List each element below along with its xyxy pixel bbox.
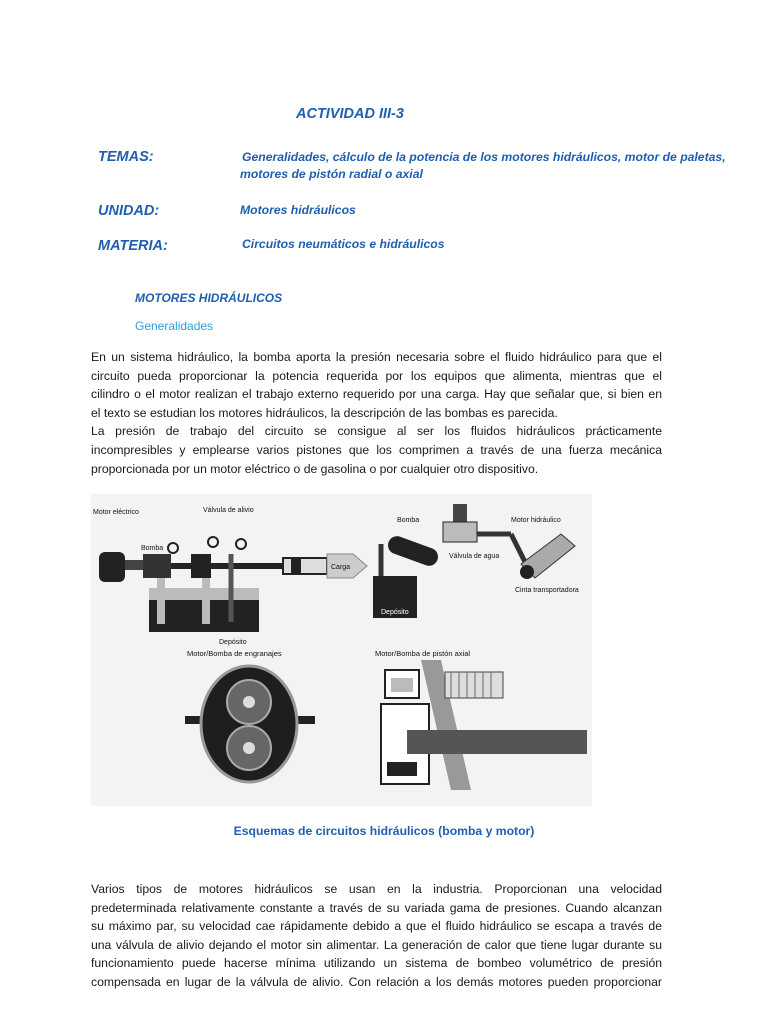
paragraph-line: circuito pueda proporcionar la potencia requerida por los equipos que alimenta, mientras que el <box>91 368 662 383</box>
paragraph-line: Varios tipos de motores hidráulicos se usan en la industria. Proporcionan una velocidad <box>91 882 662 896</box>
section-heading: MOTORES HIDRÁULICOS <box>135 291 283 305</box>
cinta-label: Cinta transportadora <box>515 587 579 594</box>
carga-label: Carga <box>331 564 351 571</box>
electric-motor-shape <box>99 552 125 582</box>
piston-title: Motor/Bomba de pistón axial <box>375 649 471 658</box>
deposito2-label: Depósito <box>381 609 409 616</box>
paragraph-line: predeterminada relativamente constante a través de su variada gama de presiones. Cuando alcanzan <box>91 900 662 915</box>
materia-value: Circuitos neumáticos e hidráulicos <box>242 237 445 251</box>
paragraph-line: proporcionada por un motor eléctrico o de gasolina o por cualquier otro dispositivo. <box>91 461 539 476</box>
section-subheading: Generalidades <box>135 319 214 333</box>
conveyor-circuit-diagram <box>373 504 579 618</box>
figure-caption: Esquemas de circuitos hidráulicos (bomba y motor) <box>233 824 535 838</box>
paragraph-line: una válvula de alivio dejando el motor sin alimentar. La generación de calor que tiene lugar durante su <box>91 937 662 952</box>
paragraph-line: funcionamiento puede hacerse mínima utilizando un sistema de bombeo volumétrico de presión <box>91 956 662 971</box>
temas-value-line1: Generalidades, cálculo de la potencia de los motores hidráulicos, motor de paletas, <box>242 150 726 164</box>
paragraph-line: su máximo par, su velocidad cae rápidamente debido a que el fluido hidráulico se escapa a través de <box>91 919 662 934</box>
temas-label: TEMAS: <box>98 149 154 165</box>
motor-electrico-label: Motor eléctrico <box>93 509 139 516</box>
paragraph-line: La presión de trabajo del circuito se consigue al ser los fluidos hidráulicos prácticamente <box>91 424 662 439</box>
valvula-alivio-label: Válvula de alivio <box>203 507 254 514</box>
hydraulic-circuits-figure <box>91 494 592 806</box>
temas-value-line2: motores de pistón radial o axial <box>240 167 423 181</box>
materia-label: MATERIA: <box>98 238 168 254</box>
valvula-agua-label: Válvula de agua <box>449 553 500 560</box>
bomba-label: Bomba <box>141 545 164 552</box>
figure-drawing <box>91 494 592 806</box>
paragraph-line: compensada en lugar de la válvula de alivio. Con relación a los demás motores pueden proporcionar <box>91 974 662 989</box>
page-title: ACTIVIDAD III-3 <box>296 106 404 122</box>
motor-hidraulico-label: Motor hidráulico <box>511 517 561 524</box>
engranajes-title: Motor/Bomba de engranajes <box>187 649 282 658</box>
unidad-value: Motores hidráulicos <box>240 203 356 217</box>
bomba2-label: Bomba <box>397 517 420 524</box>
pump-circuit-diagram <box>93 507 367 646</box>
intro-paragraph <box>91 348 662 478</box>
paragraph-line: incompresibles y emplearse varios pistones que los comprimen a través de una fuerza mecánica <box>91 442 662 457</box>
paragraph-line: el texto se estudian los motores hidráulicos, la descripción de las bombas es parecida. <box>91 405 558 420</box>
motor-types-paragraph <box>91 880 662 992</box>
deposito-label: Depósito <box>219 639 247 646</box>
unidad-label: UNIDAD: <box>98 203 160 219</box>
axial-piston-diagram <box>375 649 587 790</box>
gear-pump-diagram <box>185 649 315 782</box>
paragraph-line: cilindro o el motor realizan el trabajo externo requerido por una carga. Hay que señalar que, si bien en <box>91 387 662 402</box>
paragraph-line: En un sistema hidráulico, la bomba aporta la presión necesaria sobre el fluido hidráulico para que el <box>91 350 662 364</box>
